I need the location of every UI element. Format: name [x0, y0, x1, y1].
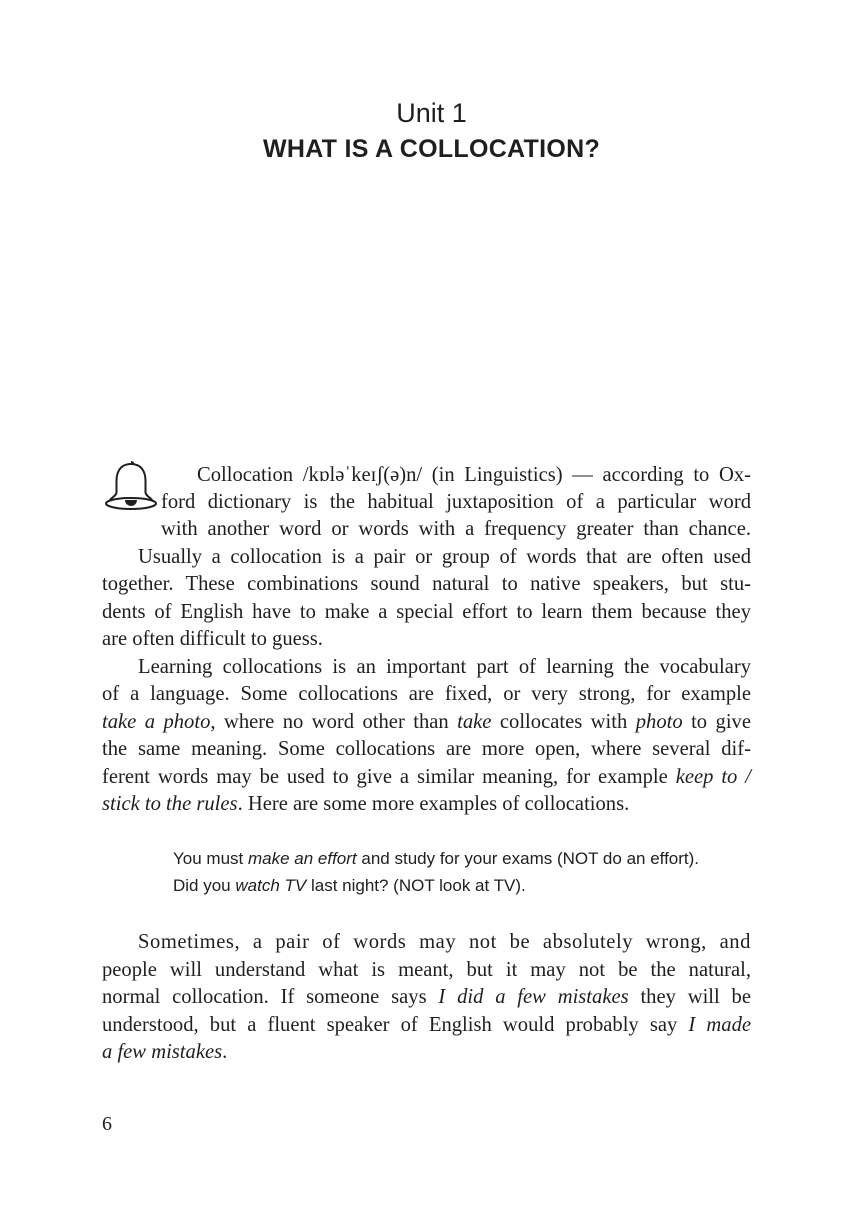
example-sentence: Did you watch TV last night? (NOT look at TV). [173, 876, 526, 895]
paragraph-line: a few mistakes. [102, 1041, 228, 1063]
collocation-example: stick to the rules [102, 793, 238, 815]
paragraph-line: are often difficult to guess. [102, 628, 323, 650]
unit-label: Unit 1 [396, 98, 467, 128]
page-title: WHAT IS A COLLOCATION? [262, 135, 601, 163]
paragraph-line: Usually a collocation is a pair or group of words that are often used [138, 546, 751, 568]
paragraph-line: of a language. Some collocations are fixed, or very strong, for example [102, 683, 751, 705]
collocation-example: a few mistakes [102, 1041, 223, 1063]
paragraph-line: people will understand what is meant, but it may not be the natural, [102, 959, 751, 981]
page-number: 6 [102, 1113, 112, 1135]
paragraph-line: stick to the rules. Here are some more examples of collocations. [102, 793, 630, 815]
collocation-example: photo [635, 711, 683, 733]
paragraph-line: ferent words may be used to give a similar meaning, for example keep to / [102, 766, 751, 788]
paragraph-line: normal collocation. If someone says I did a few mistakes they will be [102, 986, 751, 1008]
paragraph-line: Sometimes, a pair of words may not be absolutely wrong, and [138, 931, 751, 953]
collocation-example: make an effort [247, 849, 357, 868]
example-sentence: You must make an effort and study for your exams (NOT do an effort). [173, 849, 700, 868]
definition-line: Collocation /kɒləˈkeɪʃ(ə)n/ (in Linguistics) — according to Ox- [197, 464, 751, 486]
paragraph-line: the same meaning. Some collocations are more open, where several dif- [102, 738, 751, 760]
collocation-example: keep to / [675, 766, 751, 788]
collocation-example: take [457, 711, 492, 733]
definition-line: with another word or words with a frequency greater than chance. [161, 518, 751, 540]
definition-line: ford dictionary is the habitual juxtaposition of a particular word [161, 491, 751, 513]
bell-icon [103, 459, 159, 517]
paragraph-line: Learning collocations is an important part of learning the vocabulary [138, 656, 751, 678]
collocation-example: take a photo [102, 711, 211, 733]
collocation-example: I did a few mistakes [438, 986, 629, 1008]
paragraph-line: take a photo, where no word other than take collocates with photo to give [102, 711, 751, 733]
collocation-example: watch TV [235, 876, 307, 895]
paragraph-line: together. These combinations sound natural to native speakers, but stu- [102, 573, 751, 595]
paragraph-line: understood, but a fluent speaker of English would probably say I made [102, 1014, 752, 1036]
paragraph-line: dents of English have to make a special effort to learn them because they [102, 601, 751, 623]
collocation-example: I made [688, 1014, 752, 1036]
